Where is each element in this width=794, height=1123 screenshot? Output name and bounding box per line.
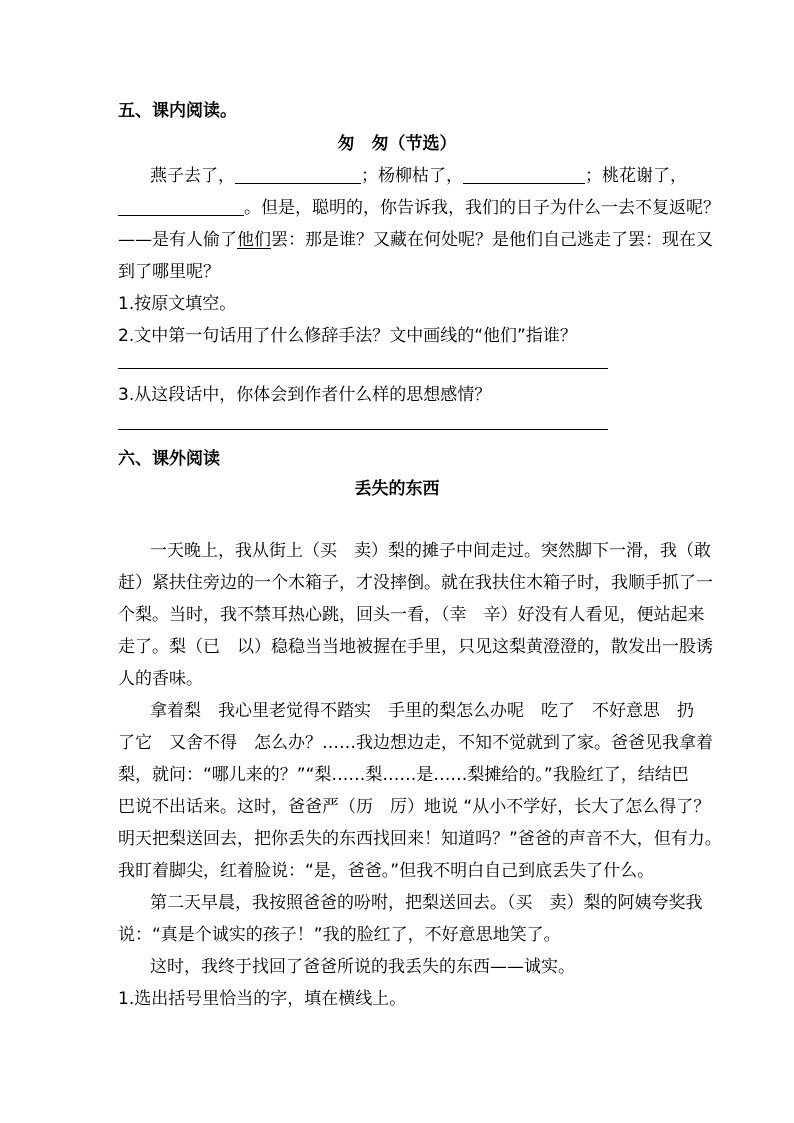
section-heading: 五、课内阅读。 <box>118 101 237 121</box>
fill-blank[interactable] <box>235 167 361 184</box>
passage-title: 匆 匆（节选） <box>337 134 457 154</box>
passage-line: 到了哪里呢？ <box>118 262 220 282</box>
passage-line <box>118 229 713 251</box>
fill-blank[interactable] <box>463 167 585 184</box>
passage-line: 我盯着脚尖，红着脸说：“是，爸爸。”但我不明白自己到底丢失了什么。 <box>118 861 655 881</box>
passage-text: ；杨柳枯了， <box>361 166 463 186</box>
passage-line: 梨，就问：“哪儿来的？”“梨……梨……是……梨摊给的。”我脸红了，结结巴 <box>118 765 689 785</box>
answer-line[interactable] <box>118 429 608 430</box>
question: 1.按原文填空。 <box>118 294 237 314</box>
passage-line: 第二天早晨，我按照爸爸的吩咐，把梨送回去。（买 卖）梨的阿姨夸奖我 <box>150 893 703 913</box>
question: 3.从这段话中，你体会到作者什么样的思想感情？ <box>118 385 492 405</box>
passage-text: 燕子去了， <box>150 166 235 186</box>
question: 1.选出括号里恰当的字，填在横线上。 <box>118 989 407 1009</box>
section-heading: 六、课外阅读 <box>118 449 220 469</box>
passage-line: 这时，我终于找回了爸爸所说的我丢失的东西——诚实。 <box>150 957 575 977</box>
passage-line: 个梨。当时，我不禁耳热心跳，回头一看，（幸 辛）好没有人看见，便站起来 <box>118 605 705 625</box>
passage-line: 赶）紧扶住旁边的一个木箱子，才没摔倒。就在我扶住木箱子时，我顺手抓了一 <box>118 573 713 593</box>
passage-line: 走了。梨（已 以）稳稳当当地被握在手里，只见这梨黄澄澄的，散发出一股诱 <box>118 637 713 657</box>
answer-line[interactable] <box>118 368 608 369</box>
passage-line <box>150 165 687 187</box>
question: 2.文中第一句话用了什么修辞手法？文中画线的“他们”指谁？ <box>118 326 577 346</box>
passage-text: ——是有人偷了 <box>118 230 237 250</box>
passage-line: 了它 又舍不得 怎么办？……我边想边走，不知不觉就到了家。爸爸见我拿着 <box>118 733 713 753</box>
passage-line: 人的香味。 <box>118 669 203 689</box>
fill-blank[interactable] <box>118 199 244 216</box>
passage-line: 巴说不出话来。这时，爸爸严（历 厉）地说 “从小不学好，长大了怎么得了？ <box>118 797 711 817</box>
passage-line <box>118 197 720 219</box>
passage-line: 明天把梨送回去，把你丢失的东西找回来！知道吗？”爸爸的声音不大，但有力。 <box>118 829 722 849</box>
underlined-word: 他们 <box>237 230 271 250</box>
passage-text: 。但是，聪明的，你告诉我，我们的日子为什么一去不复返呢？ <box>244 198 720 218</box>
passage-title: 丢失的东西 <box>354 479 440 499</box>
passage-line: 说：“真是个诚实的孩子！”我的脸红了，不好意思地笑了。 <box>118 925 561 945</box>
passage-text: 罢：那是谁？又藏在何处呢？是他们自己逃走了罢：现在又 <box>271 230 713 250</box>
passage-line: 一天晚上，我从街上（买 卖）梨的摊子中间走过。突然脚下一滑，我（敢 <box>150 541 711 561</box>
passage-line: 拿着梨 我心里老觉得不踏实 手里的梨怎么办呢 吃了 不好意思 扔 <box>150 701 694 721</box>
passage-text: ；桃花谢了， <box>585 166 687 186</box>
